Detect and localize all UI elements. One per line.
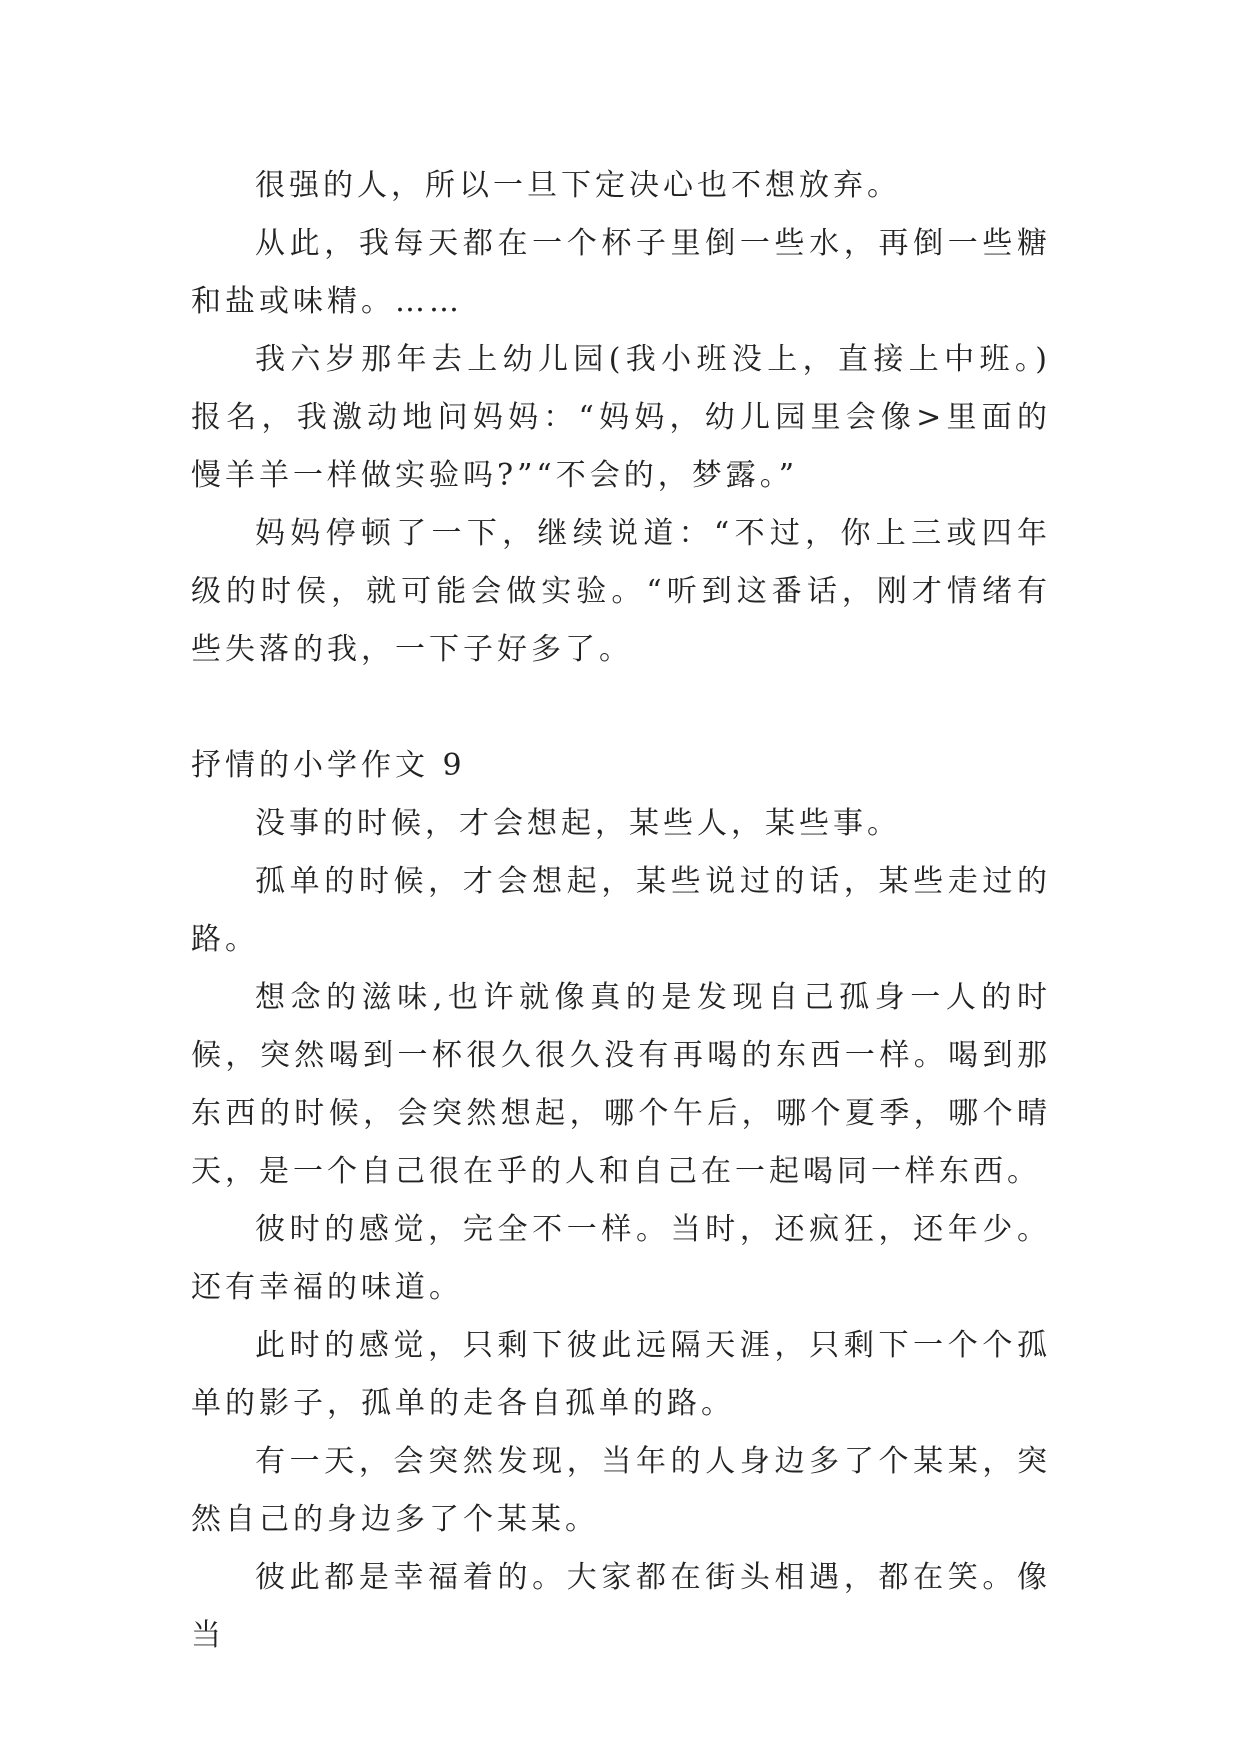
paragraph: 从此，我每天都在一个杯子里倒一些水，再倒一些糖和盐或味精。…… <box>191 226 1051 319</box>
paragraph: 有一天，会突然发现，当年的人身边多了个某某，突然自己的身边多了个某某。 <box>191 1444 1051 1537</box>
paragraph: 妈妈停顿了一下，继续说道：“不过，你上三或四年级的时侯，就可能会做实验。“听到这番话，刚才情绪有些失落的我，一下子好多了。 <box>191 516 1051 667</box>
paragraph: 很强的人，所以一旦下定决心也不想放弃。 <box>255 168 901 203</box>
paragraph: 此时的感觉，只剩下彼此远隔天涯，只剩下一个个孤单的影子，孤单的走各自孤单的路。 <box>191 1328 1051 1421</box>
paragraph: 彼时的感觉，完全不一样。当时，还疯狂，还年少。还有幸福的味道。 <box>191 1212 1051 1305</box>
document-body <box>191 157 1051 1665</box>
paragraph: 想念的滋味,也许就像真的是发现自己孤身一人的时候，突然喝到一杯很久很久没有再喝的东西一样。喝到那东西的时候，会突然想起，哪个午后，哪个夏季，哪个晴天，是一个自己很在乎的人和自己在一起喝同一样东西。 <box>191 980 1051 1189</box>
paragraph: 我六岁那年去上幼儿园(我小班没上，直接上中班。)报名，我激动地问妈妈：“妈妈，幼儿园里会像>里面的慢羊羊一样做实验吗?”“不会的，梦露。” <box>191 342 1051 493</box>
section-title: 抒情的小学作文 9 <box>191 748 466 783</box>
paragraph: 没事的时候，才会想起，某些人，某些事。 <box>255 806 901 841</box>
paragraph: 孤单的时候，才会想起，某些说过的话，某些走过的路。 <box>191 864 1051 957</box>
paragraph: 彼此都是幸福着的。大家都在街头相遇，都在笑。像当 <box>191 1560 1051 1653</box>
